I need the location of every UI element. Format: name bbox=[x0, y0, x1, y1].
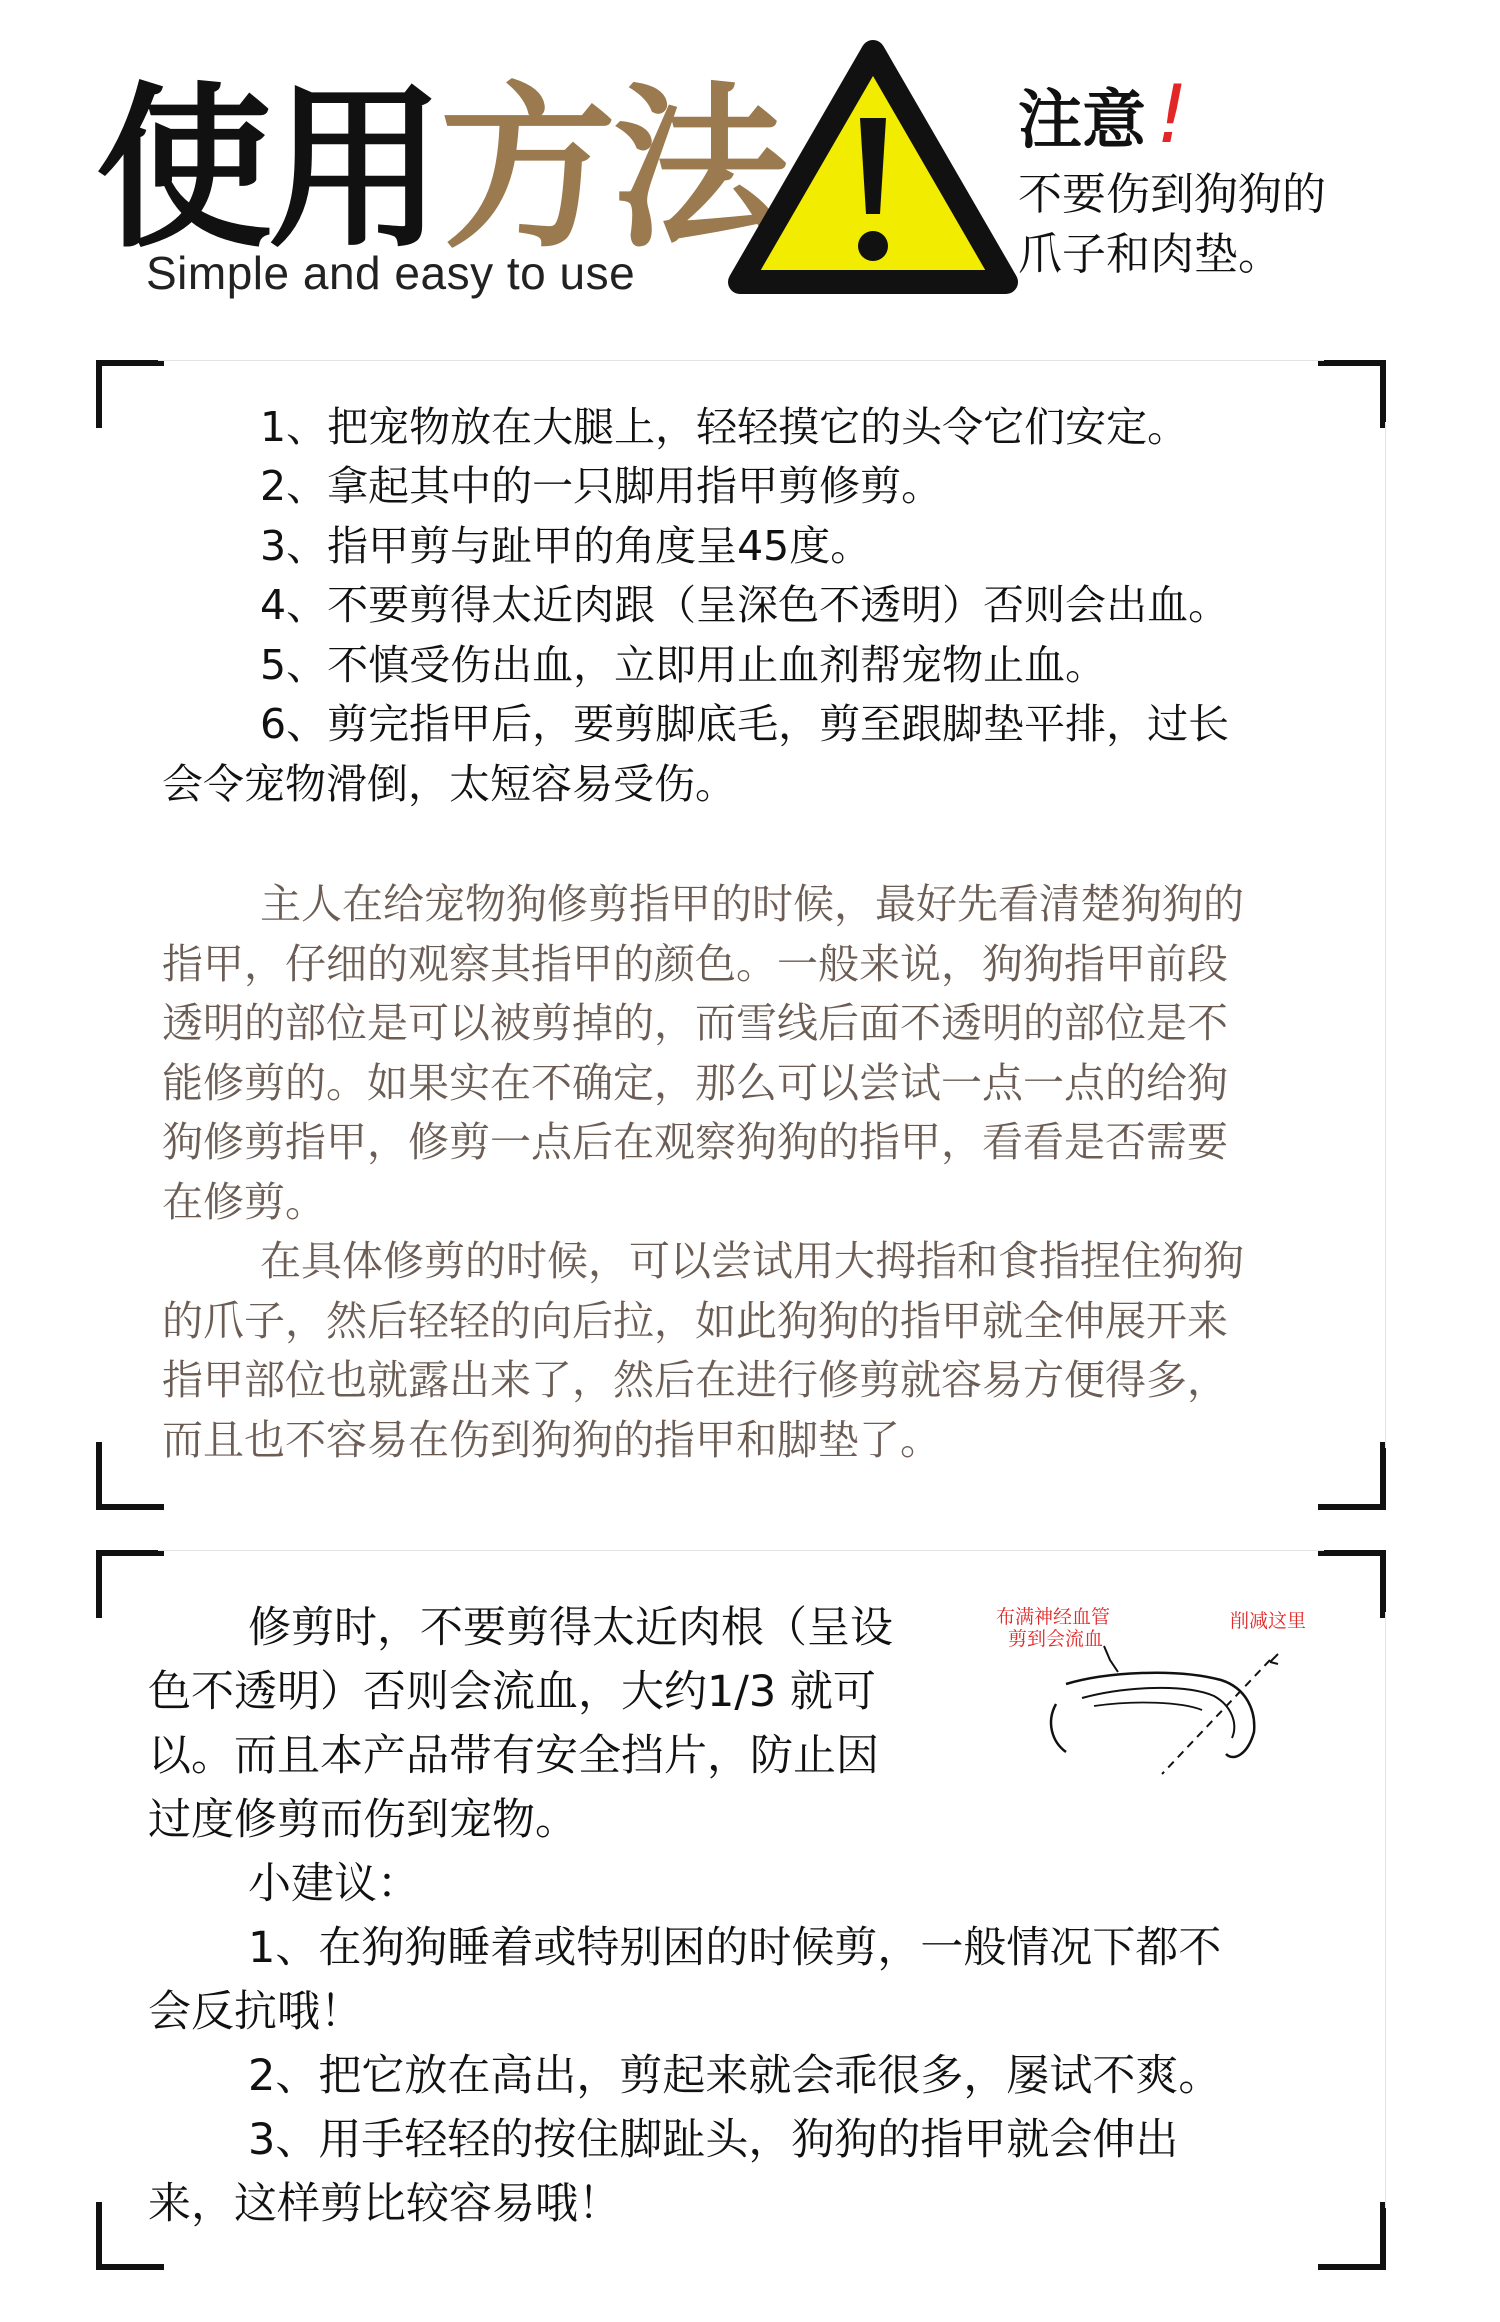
paragraph-line: 透明的部位是可以被剪掉的，而雪线后面不透明的部位是不 bbox=[162, 999, 1228, 1047]
tip-item-continued: 会反抗哦！ bbox=[148, 1987, 363, 2037]
tips-title: 小建议： bbox=[248, 1859, 420, 1909]
step-item-continued: 会令宠物滑倒，太短容易受伤。 bbox=[162, 760, 736, 808]
tip-item: 1、在狗狗睡着或特别困的时候剪，一般情况下都不 bbox=[248, 1923, 1222, 1973]
warning-heading bbox=[1018, 68, 1188, 161]
paragraph-line: 主人在给宠物狗修剪指甲的时候，最好先看清楚狗狗的 bbox=[260, 880, 1244, 928]
page-title bbox=[96, 67, 785, 272]
intro-line: 修剪时，不要剪得太近肉根（呈设 bbox=[248, 1603, 893, 1653]
paragraph-line: 指甲，仔细的观察其指甲的颜色。一般来说，狗狗指甲前段 bbox=[162, 940, 1228, 988]
paragraph-line: 狗修剪指甲，修剪一点后在观察狗狗的指甲，看看是否需要 bbox=[162, 1118, 1228, 1166]
warning-triangle-icon bbox=[728, 38, 1018, 300]
paragraph-line: 的爪子，然后轻轻的向后拉，如此狗狗的指甲就全伸展开来 bbox=[162, 1297, 1228, 1345]
tip-item: 2、把它放在高出，剪起来就会乖很多，屡试不爽。 bbox=[248, 2051, 1222, 2101]
warning-heading-text: 注意 bbox=[1018, 84, 1146, 158]
diagram-label-cut: 削减这里 bbox=[1230, 1610, 1307, 1632]
warning-line: 不要伤到狗狗的 bbox=[1018, 169, 1326, 220]
intro-line: 色不透明）否则会流血，大约1/3 就可 bbox=[148, 1667, 876, 1717]
page-subtitle: Simple and easy to use bbox=[146, 247, 636, 299]
title-part-1: 使用 bbox=[96, 67, 441, 272]
frame-edge bbox=[158, 1550, 1324, 1551]
instructions-panel bbox=[96, 360, 1386, 1510]
step-item: 4、不要剪得太近肉跟（呈深色不透明）否则会出血。 bbox=[260, 581, 1230, 629]
step-item: 5、不慎受伤出血，立即用止血剂帮宠物止血。 bbox=[260, 641, 1107, 689]
frame-corner bbox=[1318, 2202, 1386, 2270]
paragraph-line: 而且也不容易在伤到狗狗的指甲和脚垫了。 bbox=[162, 1416, 941, 1464]
paragraph-line: 指甲部位也就露出来了，然后在进行修剪就容易方便得多， bbox=[162, 1356, 1228, 1404]
step-item: 3、指甲剪与趾甲的角度呈45度。 bbox=[260, 522, 872, 570]
frame-edge bbox=[158, 360, 1324, 361]
frame-edge bbox=[1385, 422, 1386, 1448]
paragraph-line: 能修剪的。如果实在不确定，那么可以尝试一点一点的给狗 bbox=[162, 1059, 1228, 1107]
tip-item-continued: 来，这样剪比较容易哦！ bbox=[148, 2179, 621, 2229]
paragraph-line: 在修剪。 bbox=[162, 1178, 326, 1226]
frame-corner bbox=[96, 1442, 164, 1510]
warning-exclaim: ! bbox=[1156, 68, 1189, 161]
frame-corner bbox=[1318, 360, 1386, 428]
warning-line: 爪子和肉垫。 bbox=[1018, 229, 1282, 280]
tip-item: 3、用手轻轻的按住脚趾头，狗狗的指甲就会伸出 bbox=[248, 2115, 1179, 2165]
step-item: 1、把宠物放在大腿上，轻轻摸它的头令它们安定。 bbox=[260, 403, 1189, 451]
step-item: 2、拿起其中的一只脚用指甲剪修剪。 bbox=[260, 462, 943, 510]
tips-panel bbox=[96, 1550, 1386, 2270]
intro-line: 过度修剪而伤到宠物。 bbox=[148, 1795, 578, 1845]
step-item: 6、剪完指甲后，要剪脚底毛，剪至跟脚垫平排，过长 bbox=[260, 700, 1230, 748]
diagram-label-quick: 布满神经血管 剪到会流血 bbox=[996, 1606, 1111, 1650]
frame-corner bbox=[96, 360, 164, 428]
intro-line: 以。而且本产品带有安全挡片，防止因 bbox=[148, 1731, 879, 1781]
title-part-2: 方法 bbox=[440, 67, 785, 272]
paragraph-line: 在具体修剪的时候，可以尝试用大拇指和食指捏住狗狗 bbox=[260, 1237, 1244, 1285]
frame-corner bbox=[1318, 1442, 1386, 1510]
frame-edge bbox=[1385, 1612, 1386, 2208]
